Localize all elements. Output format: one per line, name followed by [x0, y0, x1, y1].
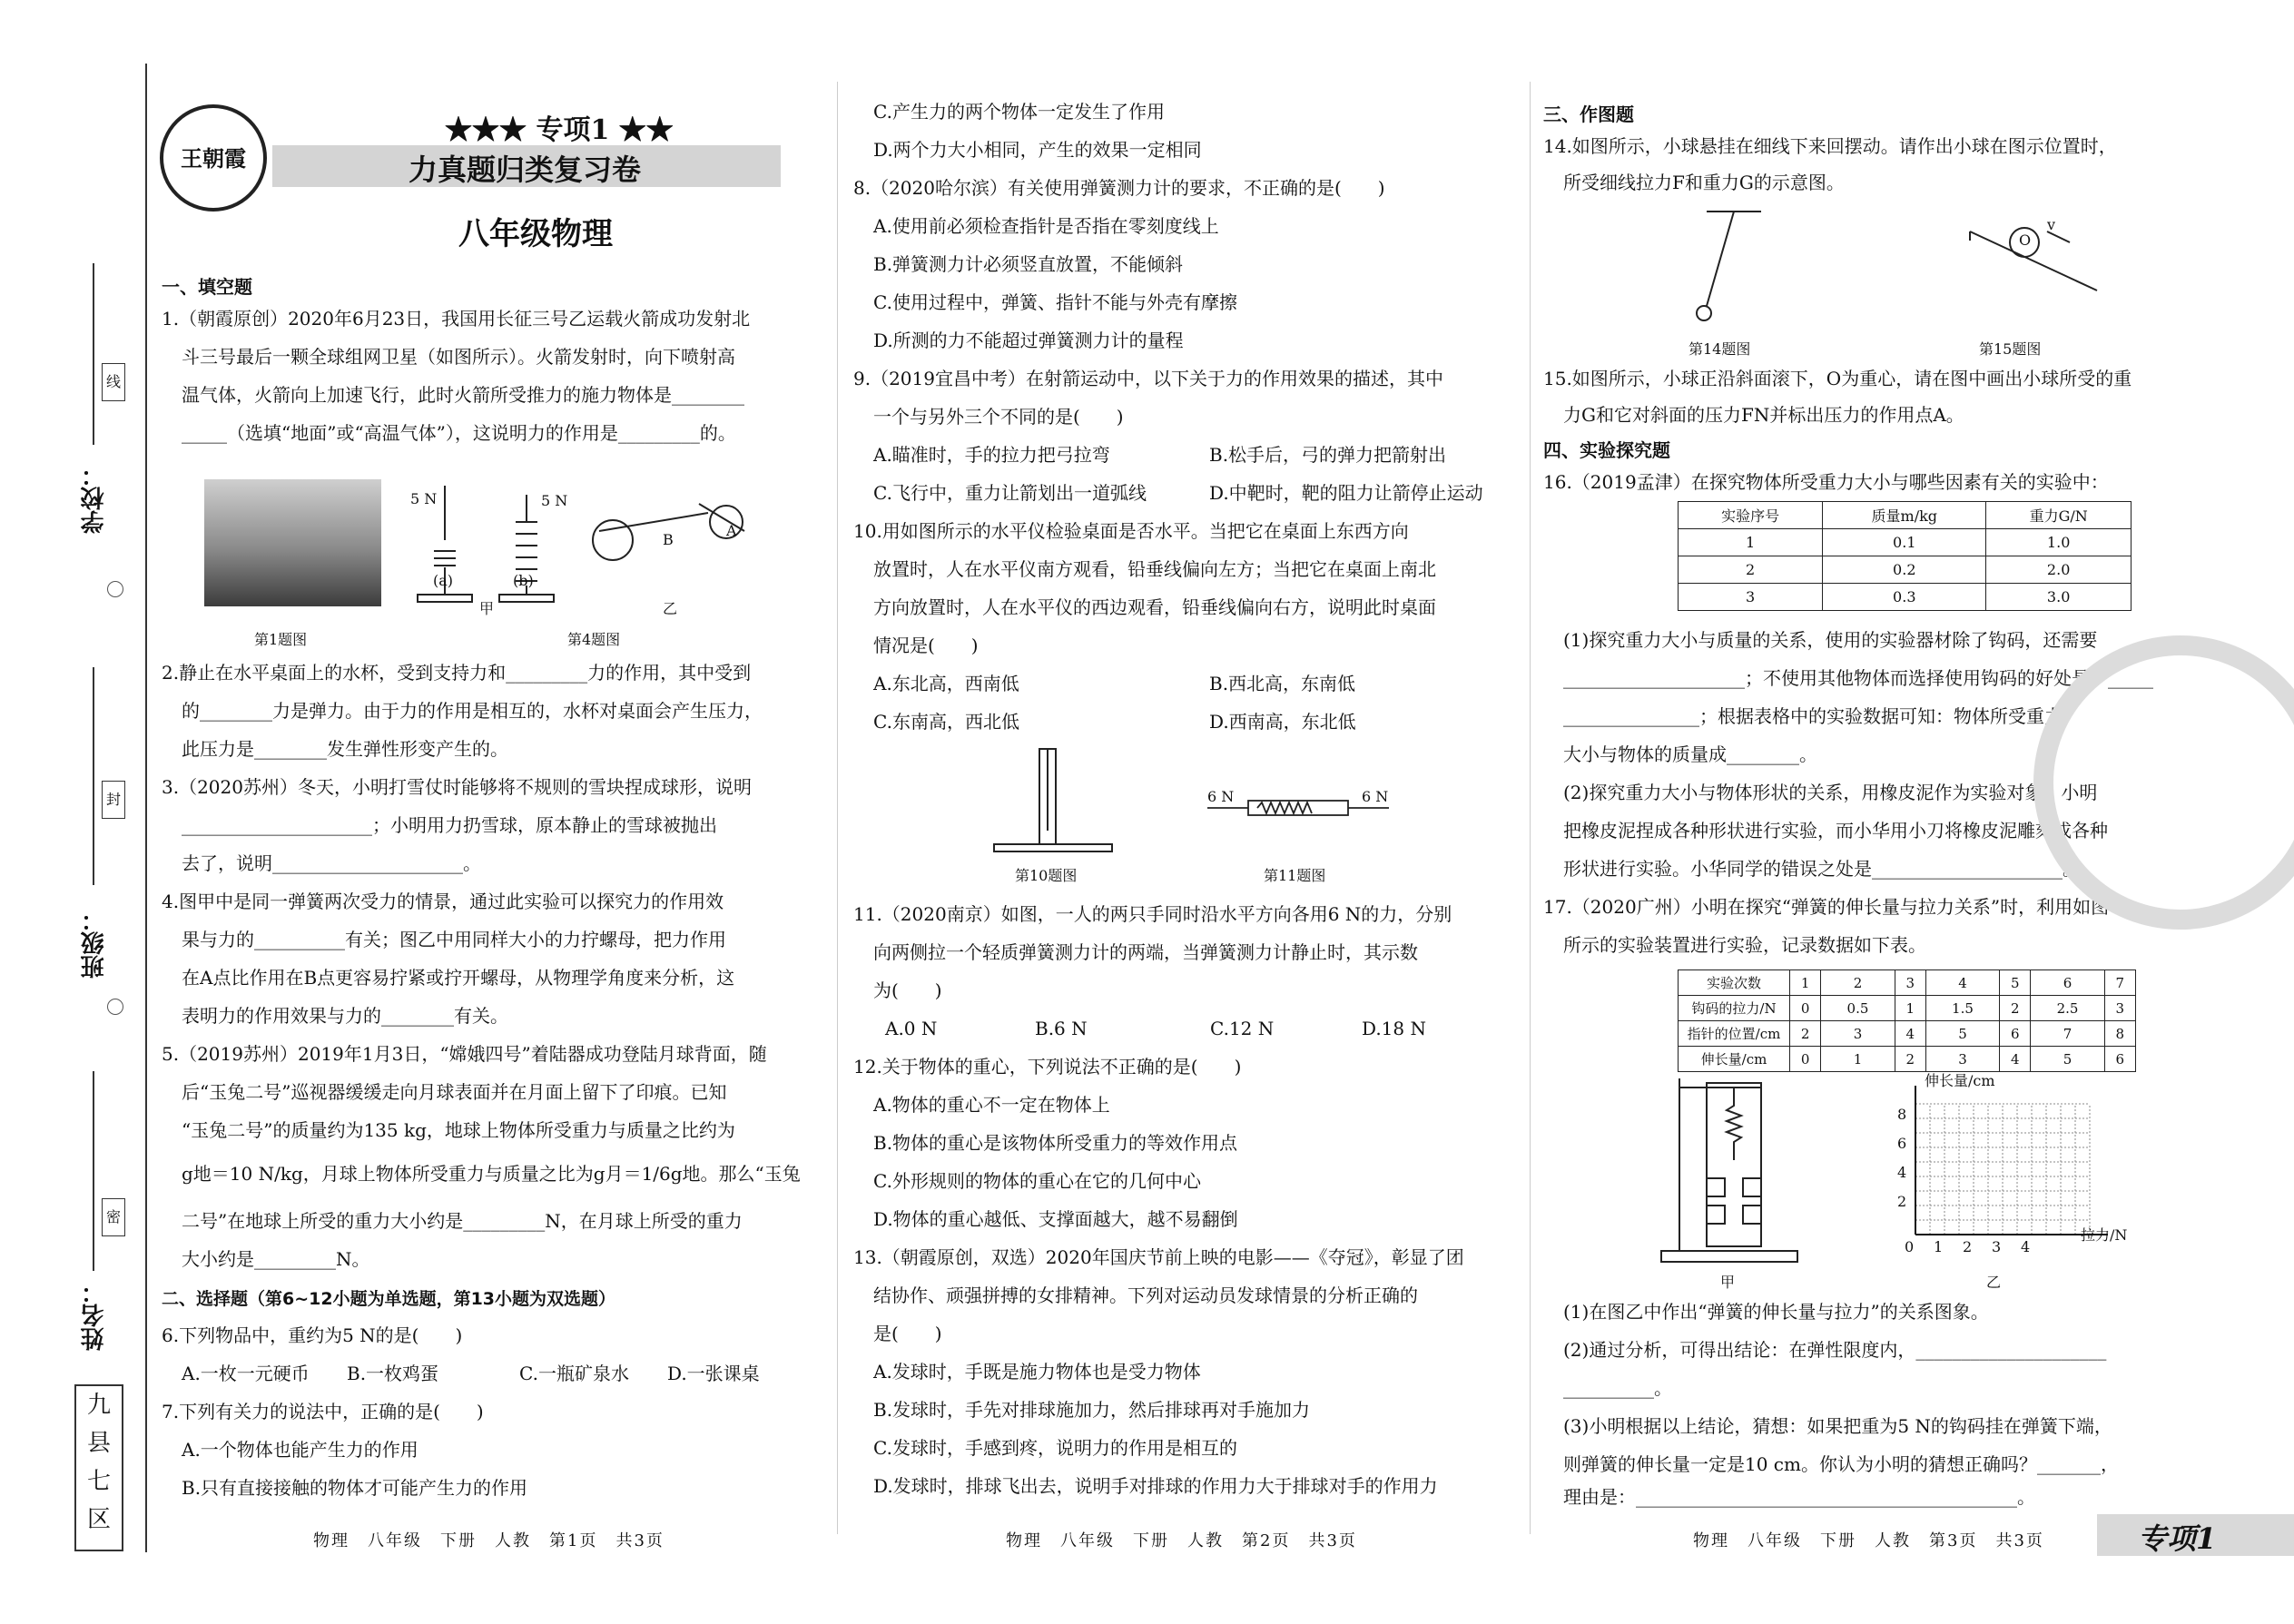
badge-text: 专项1: [536, 114, 610, 146]
q1-line: 斗三号最后一颗全球组网卫星（如图所示）。火箭发射时，向下喷射高: [182, 346, 735, 368]
logo-seal: [160, 104, 267, 212]
table-row: [1679, 556, 2132, 584]
region-char: 区: [86, 1506, 111, 1533]
name-label: 姓名：: [81, 1280, 108, 1351]
table-cell: 1: [1790, 970, 1821, 996]
table-cell: 4: [2000, 1047, 2031, 1072]
q5-line: 后“玉兔二号”巡视器缓缓走向月球表面并在月面上留下了印痕。已知: [182, 1081, 727, 1103]
graph-xtick: 4: [2021, 1238, 2031, 1255]
q2-line: 的________力是弹力。由于力的作用是相互的，水杯对桌面会产生压力，: [182, 700, 763, 722]
subject-title: 八年级物理: [458, 216, 613, 252]
figure-caption: 第14题图: [1689, 340, 1751, 358]
section-experiment: 四、实验探究题: [1543, 439, 1670, 461]
table-cell: 7: [2031, 1021, 2104, 1047]
table-row: [1679, 1047, 2136, 1072]
q12-option-c[interactable]: C.外形规则的物体的重心在它的几何中心: [873, 1170, 1201, 1192]
table-cell: 2.5: [2031, 996, 2104, 1021]
table-cell: 5: [2000, 970, 2031, 996]
seal-box-seal: 封: [102, 781, 125, 819]
graph-ytick: 2: [1897, 1193, 1907, 1210]
table-cell: 2.0: [1986, 556, 2132, 584]
region-char: 九: [86, 1392, 111, 1419]
q7-option-b[interactable]: B.只有直接接触的物体才可能产生力的作用: [182, 1477, 528, 1499]
q13-line: 是( ): [873, 1323, 942, 1344]
graph-ytick: 4: [1897, 1164, 1907, 1181]
logo-text: 王朝霞: [181, 145, 246, 172]
name-line: [93, 1071, 94, 1271]
fig-label: (a): [433, 572, 454, 589]
table-cell: 钩码的拉力/N: [1679, 996, 1790, 1021]
q14-line: 所受细线拉力F和重力G的示意图。: [1563, 172, 1845, 193]
region-char: 七: [86, 1468, 111, 1495]
q16-stem: 16.（2019孟津）在探究物体所受重力大小与哪些因素有关的实验中：: [1543, 471, 2109, 493]
table-row: [1679, 502, 2132, 529]
section-drawing: 三、作图题: [1543, 103, 1634, 125]
q10-line: 放置时，人在水平仪南方观看，铅垂线偏向左方；当把它在桌面上南北: [873, 558, 1436, 580]
table-cell: 指针的位置/cm: [1679, 1021, 1790, 1047]
section-choice: 二、选择题（第6~12小题为单选题，第13小题为双选题）: [162, 1289, 616, 1309]
table-cell: 1: [1895, 996, 1925, 1021]
hole-circle: [107, 581, 123, 597]
figure-17-apparatus: [1643, 1069, 1807, 1269]
table-cell: 2: [1895, 1047, 1925, 1072]
table-cell: 0.2: [1823, 556, 1986, 584]
table-cell: 2: [1790, 1021, 1821, 1047]
table-header: 质量m/kg: [1823, 502, 1986, 529]
graph-ylabel: 伸长量/cm: [1925, 1072, 1995, 1089]
graph-ytick: 8: [1897, 1106, 1907, 1123]
q2-line: 此压力是________发生弹性形变产生的。: [182, 738, 508, 760]
fig-label: 甲: [1720, 1274, 1736, 1291]
q9-line: 9.（2019宜昌中考）在射箭运动中，以下关于力的作用效果的描述，其中: [853, 368, 1443, 389]
q14-line: 14.如图所示，小球悬挂在细线下来回摆动。请作出小球在图示位置时，: [1543, 135, 2117, 157]
q15-line: 15.如图所示，小球正沿斜面滚下，O为重心，请在图中画出小球所受的重: [1543, 368, 2132, 389]
q10-line: 情况是( ): [873, 635, 979, 656]
table-cell: 1: [1679, 529, 1823, 556]
figure-caption: 第10题图: [1015, 867, 1078, 884]
figure-15-incline: [1961, 213, 2106, 304]
q15-line: 力G和它对斜面的压力FN并标出压力的作用点A。: [1563, 404, 1964, 426]
figure-4-springs: [399, 458, 781, 631]
table-cell: 实验次数: [1679, 970, 1790, 996]
q6-option-c[interactable]: C.一瓶矿泉水: [519, 1363, 629, 1384]
footer-page-1: 物理 八年级 下册 人教 第1页 共3页: [313, 1531, 665, 1550]
q5-line: g地＝10 N/kg，月球上物体所受重力与质量之比为g月＝1/6g地。那么“玉兔: [182, 1163, 801, 1185]
q9-option-b[interactable]: B.松手后，弓的弹力把箭射出: [1209, 444, 1447, 466]
q17-answer-line: (1)在图乙中作出“弹簧的伸长量与拉力”的关系图象。: [1563, 1301, 1989, 1323]
fig-label: 5 N: [541, 492, 568, 509]
q13-option-b[interactable]: B.发球时，手先对排球施加力，然后排球再对手施加力: [873, 1399, 1311, 1421]
q9-line: 一个与另外三个不同的是( ): [873, 406, 1124, 428]
hole-circle: [107, 999, 123, 1015]
q8-stem: 8.（2020哈尔滨）有关使用弹簧测力计的要求，不正确的是( ): [853, 177, 1385, 199]
q11-option-c[interactable]: C.12 N: [1210, 1018, 1275, 1039]
header-title: 力真题归类复习卷: [409, 153, 642, 187]
q17-line: 17.（2020广州）小明在探究“弹簧的伸长量与拉力关系”时，利用如图甲: [1543, 896, 2128, 918]
table-row: [1679, 584, 2132, 611]
q6-option-d[interactable]: D.一张课桌: [667, 1363, 760, 1384]
q16-answer-line: 把橡皮泥捏成各种形状进行实验，而小华用小刀将橡皮泥雕刻成各种: [1563, 820, 2108, 842]
q17-line: 所示的实验装置进行实验，记录数据如下表。: [1563, 934, 1926, 956]
seal-box-mi: 密: [102, 1198, 125, 1236]
q8-option-d[interactable]: D.所测的力不能超过弹簧测力计的量程: [873, 330, 1184, 351]
table-row: [1679, 1021, 2136, 1047]
q12-option-a[interactable]: A.物体的重心不一定在物体上: [873, 1094, 1110, 1116]
q10-line: 方向放置时，人在水平仪的西边观看，铅垂线偏向右方，说明此时桌面: [873, 596, 1436, 618]
q7-stem: 7.下列有关力的说法中，正确的是( ): [162, 1401, 484, 1422]
school-line: [93, 263, 94, 445]
q7-option-d[interactable]: D.两个力大小相同，产生的效果一定相同: [873, 139, 1202, 161]
q11-option-b[interactable]: B.6 N: [1035, 1018, 1088, 1039]
q11-line: 11.（2020南京）如图，一人的两只手同时沿水平方向各用6 N的力，分别: [853, 903, 1452, 925]
figure-10-level: [989, 744, 1117, 853]
q11-line: 为( ): [873, 979, 942, 1001]
q7-option-a[interactable]: A.一个物体也能产生力的作用: [182, 1439, 418, 1461]
table-row: [1679, 529, 2132, 556]
section-fill-blank: 一、填空题: [162, 276, 252, 298]
table-cell: 6: [2000, 1021, 2031, 1047]
q5-line: 5.（2019苏州）2019年1月3日，“嫦娥四号”着陆器成功登陆月球背面，随: [162, 1043, 767, 1065]
q16-answer-line: (2)探究重力大小与物体形状的关系，用橡皮泥作为实验对象。小明: [1563, 782, 2098, 803]
table-cell: 6: [2104, 1047, 2135, 1072]
fig-label: (b): [513, 572, 534, 589]
header-badge: ★★★ 专项1 ★★: [445, 114, 674, 146]
q9-option-a[interactable]: A.瞄准时，手的拉力把弓拉弯: [873, 444, 1110, 466]
table-cell: 3: [1679, 584, 1823, 611]
graph-xtick: 0: [1905, 1238, 1915, 1255]
table-cell: 3: [1925, 1047, 1999, 1072]
q12-stem: 12.关于物体的重心，下列说法不正确的是( ): [853, 1056, 1242, 1078]
table-cell: 2: [2000, 996, 2031, 1021]
fig-label: B: [663, 531, 674, 548]
class-line: [93, 667, 94, 885]
table-cell: 1.5: [1925, 996, 1999, 1021]
table-17: [1678, 969, 2136, 1072]
q17-answer-line: 则弹簧的伸长量一定是10 cm。你认为小明的猜想正确吗？_______，: [1563, 1453, 2119, 1475]
q13-option-d[interactable]: D.发球时，排球飞出去，说明手对排球的作用力大于排球对手的作用力: [873, 1475, 1438, 1497]
table-cell: 0.1: [1823, 529, 1986, 556]
q8-option-b[interactable]: B.弹簧测力计必须竖直放置，不能倾斜: [873, 253, 1184, 275]
footer-tag: 专项1: [2138, 1521, 2217, 1556]
q13-line: 结协作、顽强拼搏的女排精神。下列对运动员发球情景的分析正确的: [873, 1284, 1418, 1306]
table-cell: 2: [1821, 970, 1895, 996]
table-cell: 伸长量/cm: [1679, 1047, 1790, 1072]
figure-caption: 第1题图: [254, 631, 308, 648]
q10-line: 10.用如图所示的水平仪检验桌面是否水平。当把它在桌面上东西方向: [853, 520, 1409, 542]
column-divider: [837, 82, 838, 1534]
figure-14-pendulum: [1670, 204, 1797, 331]
q8-option-c[interactable]: C.使用过程中，弹簧、指针不能与外壳有摩擦: [873, 291, 1237, 313]
column-divider: [1530, 82, 1531, 1534]
fig-label: v: [2047, 216, 2056, 233]
q1-line: _____（选填“地面”或“高温气体”），这说明力的作用是_________的。: [182, 422, 736, 444]
q13-option-c[interactable]: C.发球时，手感到疼，说明力的作用是相互的: [873, 1437, 1237, 1459]
q17-answer-line: 理由是：__________________________________________。: [1563, 1486, 2035, 1508]
q4-line: 表明力的作用效果与力的________有关。: [182, 1005, 508, 1027]
q16-answer-line: 形状进行实验。小华同学的错误之处是_____________________。: [1563, 858, 2081, 880]
q8-option-a[interactable]: A.使用前必须检查指针是否指在零刻度线上: [873, 215, 1219, 237]
table-row: [1679, 996, 2136, 1021]
rocket-photo: [204, 479, 381, 606]
table-cell: 3: [1895, 970, 1925, 996]
seal-box-line: 线: [102, 363, 125, 401]
q12-option-b[interactable]: B.物体的重心是该物体所受重力的等效作用点: [873, 1132, 1238, 1154]
class-label: 班级：: [81, 908, 108, 979]
q1-line: 温气体，火箭向上加速飞行，此时火箭所受推力的施力物体是________: [182, 384, 744, 406]
table-16: [1678, 501, 2132, 611]
region-box: [74, 1384, 123, 1551]
table-cell: 6: [2031, 970, 2104, 996]
table-cell: 4: [1895, 1021, 1925, 1047]
fig-label: 6 N: [1362, 788, 1389, 805]
table-cell: 0: [1790, 1047, 1821, 1072]
q13-line: 13.（朝霞原创，双选）2020年国庆节前上映的电影——《夺冠》，彰显了团: [853, 1246, 1464, 1268]
figure-caption: 第15题图: [1979, 340, 2042, 358]
graph-xlabel: 拉力/N: [2081, 1226, 2128, 1244]
q9-option-c[interactable]: C.飞行中，重力让箭划出一道弧线: [873, 482, 1147, 504]
q3-line: 3.（2020苏州）冬天，小明打雪仗时能够将不规则的雪块捏成球形，说明: [162, 776, 752, 798]
table-cell: 5: [1925, 1021, 1999, 1047]
footer-page-3: 物理 八年级 下册 人教 第3页 共3页: [1693, 1531, 2044, 1550]
table-header: 重力G/N: [1986, 502, 2132, 529]
table-cell: 0: [1790, 996, 1821, 1021]
school-label: 学校：: [81, 463, 108, 534]
graph-xtick: 2: [1963, 1238, 1973, 1255]
q5-line: 二号”在地球上所受的重力大小约是_________N，在月球上所受的重力: [182, 1210, 743, 1232]
q5-line: “玉兔二号”的质量约为135 kg，地球上物体所受重力与质量之比约为: [182, 1119, 735, 1141]
fig-label: 5 N: [410, 490, 438, 507]
q4-line: 在A点比作用在B点更容易拧紧或拧开螺母，从物理学角度来分析，这: [182, 967, 735, 989]
fig-label: A: [726, 522, 737, 539]
table-cell: 0.5: [1821, 996, 1895, 1021]
q17-answer-line: __________。: [1563, 1377, 1672, 1399]
q10-option-c[interactable]: C.东南高，西北低: [873, 711, 1019, 733]
q9-option-d[interactable]: D.中靶时，靶的阻力让箭停止运动: [1209, 482, 1483, 504]
table-cell: 1.0: [1986, 529, 2132, 556]
table-row: [1679, 970, 2136, 996]
q13-option-a[interactable]: A.发球时，手既是施力物体也是受力物体: [873, 1361, 1201, 1383]
fig-label: 甲: [479, 600, 495, 617]
q6-stem: 6.下列物品中，重约为5 N的是( ): [162, 1324, 463, 1346]
q4-line: 果与力的__________有关；图乙中用同样大小的力拧螺母，把力作用: [182, 929, 726, 950]
graph-ytick: 6: [1897, 1135, 1907, 1152]
q11-line: 向两侧拉一个轻质弹簧测力计的两端，当弹簧测力计静止时，其示数: [873, 941, 1418, 963]
q7-option-c[interactable]: C.产生力的两个物体一定发生了作用: [873, 101, 1165, 123]
fig-label: 乙: [1986, 1274, 2002, 1291]
q10-option-d[interactable]: D.西南高，东北低: [1209, 711, 1356, 733]
q6-option-b[interactable]: B.一枚鸡蛋: [347, 1363, 439, 1384]
table-header: 实验序号: [1679, 502, 1823, 529]
q6-option-a[interactable]: A.一枚一元硬币: [182, 1363, 310, 1384]
table-cell: 0.3: [1823, 584, 1986, 611]
q16-answer-line: 大小与物体的质量成________。: [1563, 743, 1817, 765]
q1-line: 1.（朝霞原创）2020年6月23日，我国用长征三号乙运载火箭成功发射北: [162, 308, 751, 330]
table-cell: 5: [2031, 1047, 2104, 1072]
table-cell: 2: [1679, 556, 1823, 584]
q16-answer-line: ____________________；不使用其他物体而选择使用钩码的好处是：_____: [1563, 667, 2153, 689]
region-char: 县: [86, 1430, 111, 1457]
figure-caption: 第4题图: [567, 631, 621, 648]
fig-label: O: [2019, 231, 2032, 249]
table-cell: 1: [1821, 1047, 1895, 1072]
q17-answer-line: (2)通过分析，可得出结论：在弹性限度内，_____________________: [1563, 1339, 2107, 1361]
q17-answer-line: (3)小明根据以上结论，猜想：如果把重为5 N的钩码挂在弹簧下端，: [1563, 1415, 2112, 1437]
table-cell: 3.0: [1986, 584, 2132, 611]
table-cell: 8: [2104, 1021, 2135, 1047]
q11-option-d[interactable]: D.18 N: [1362, 1018, 1426, 1039]
q12-option-d[interactable]: D.物体的重心越低、支撑面越大，越不易翻倒: [873, 1208, 1238, 1230]
sidebar-left-border: [145, 64, 147, 1552]
q4-line: 4.图甲中是同一弹簧两次受力的情景，通过此实验可以探究力的作用效: [162, 891, 724, 912]
table-cell: 3: [1821, 1021, 1895, 1047]
table-cell: 3: [2104, 996, 2135, 1021]
fig-label: 6 N: [1207, 788, 1235, 805]
q2-line: 2.静止在水平桌面上的水杯，受到支持力和_________力的作用，其中受到: [162, 662, 752, 684]
q3-line: 去了，说明_____________________。: [182, 852, 481, 874]
fig-label: 乙: [663, 600, 678, 617]
footer-page-2: 物理 八年级 下册 人教 第2页 共3页: [1006, 1531, 1357, 1550]
q16-answer-line: _______________；根据表格中的实验数据可知：物体所受重力: [1563, 705, 2063, 727]
q10-option-b[interactable]: B.西北高，东南低: [1209, 673, 1356, 694]
q11-option-a[interactable]: A.0 N: [885, 1018, 938, 1039]
q5-line: 大小约是_________N。: [182, 1248, 370, 1270]
q10-option-a[interactable]: A.东北高，西南低: [873, 673, 1019, 694]
table-cell: 7: [2104, 970, 2135, 996]
q16-answer-line: (1)探究重力大小与质量的关系，使用的实验器材除了钩码，还需要: [1563, 629, 2098, 651]
graph-xtick: 3: [1992, 1238, 2002, 1255]
graph-xtick: 1: [1934, 1238, 1944, 1255]
table-cell: 4: [1925, 970, 1999, 996]
q3-line: _____________________；小明用力扔雪球，原本静止的雪球被抛出: [182, 814, 717, 836]
figure-caption: 第11题图: [1264, 867, 1326, 884]
